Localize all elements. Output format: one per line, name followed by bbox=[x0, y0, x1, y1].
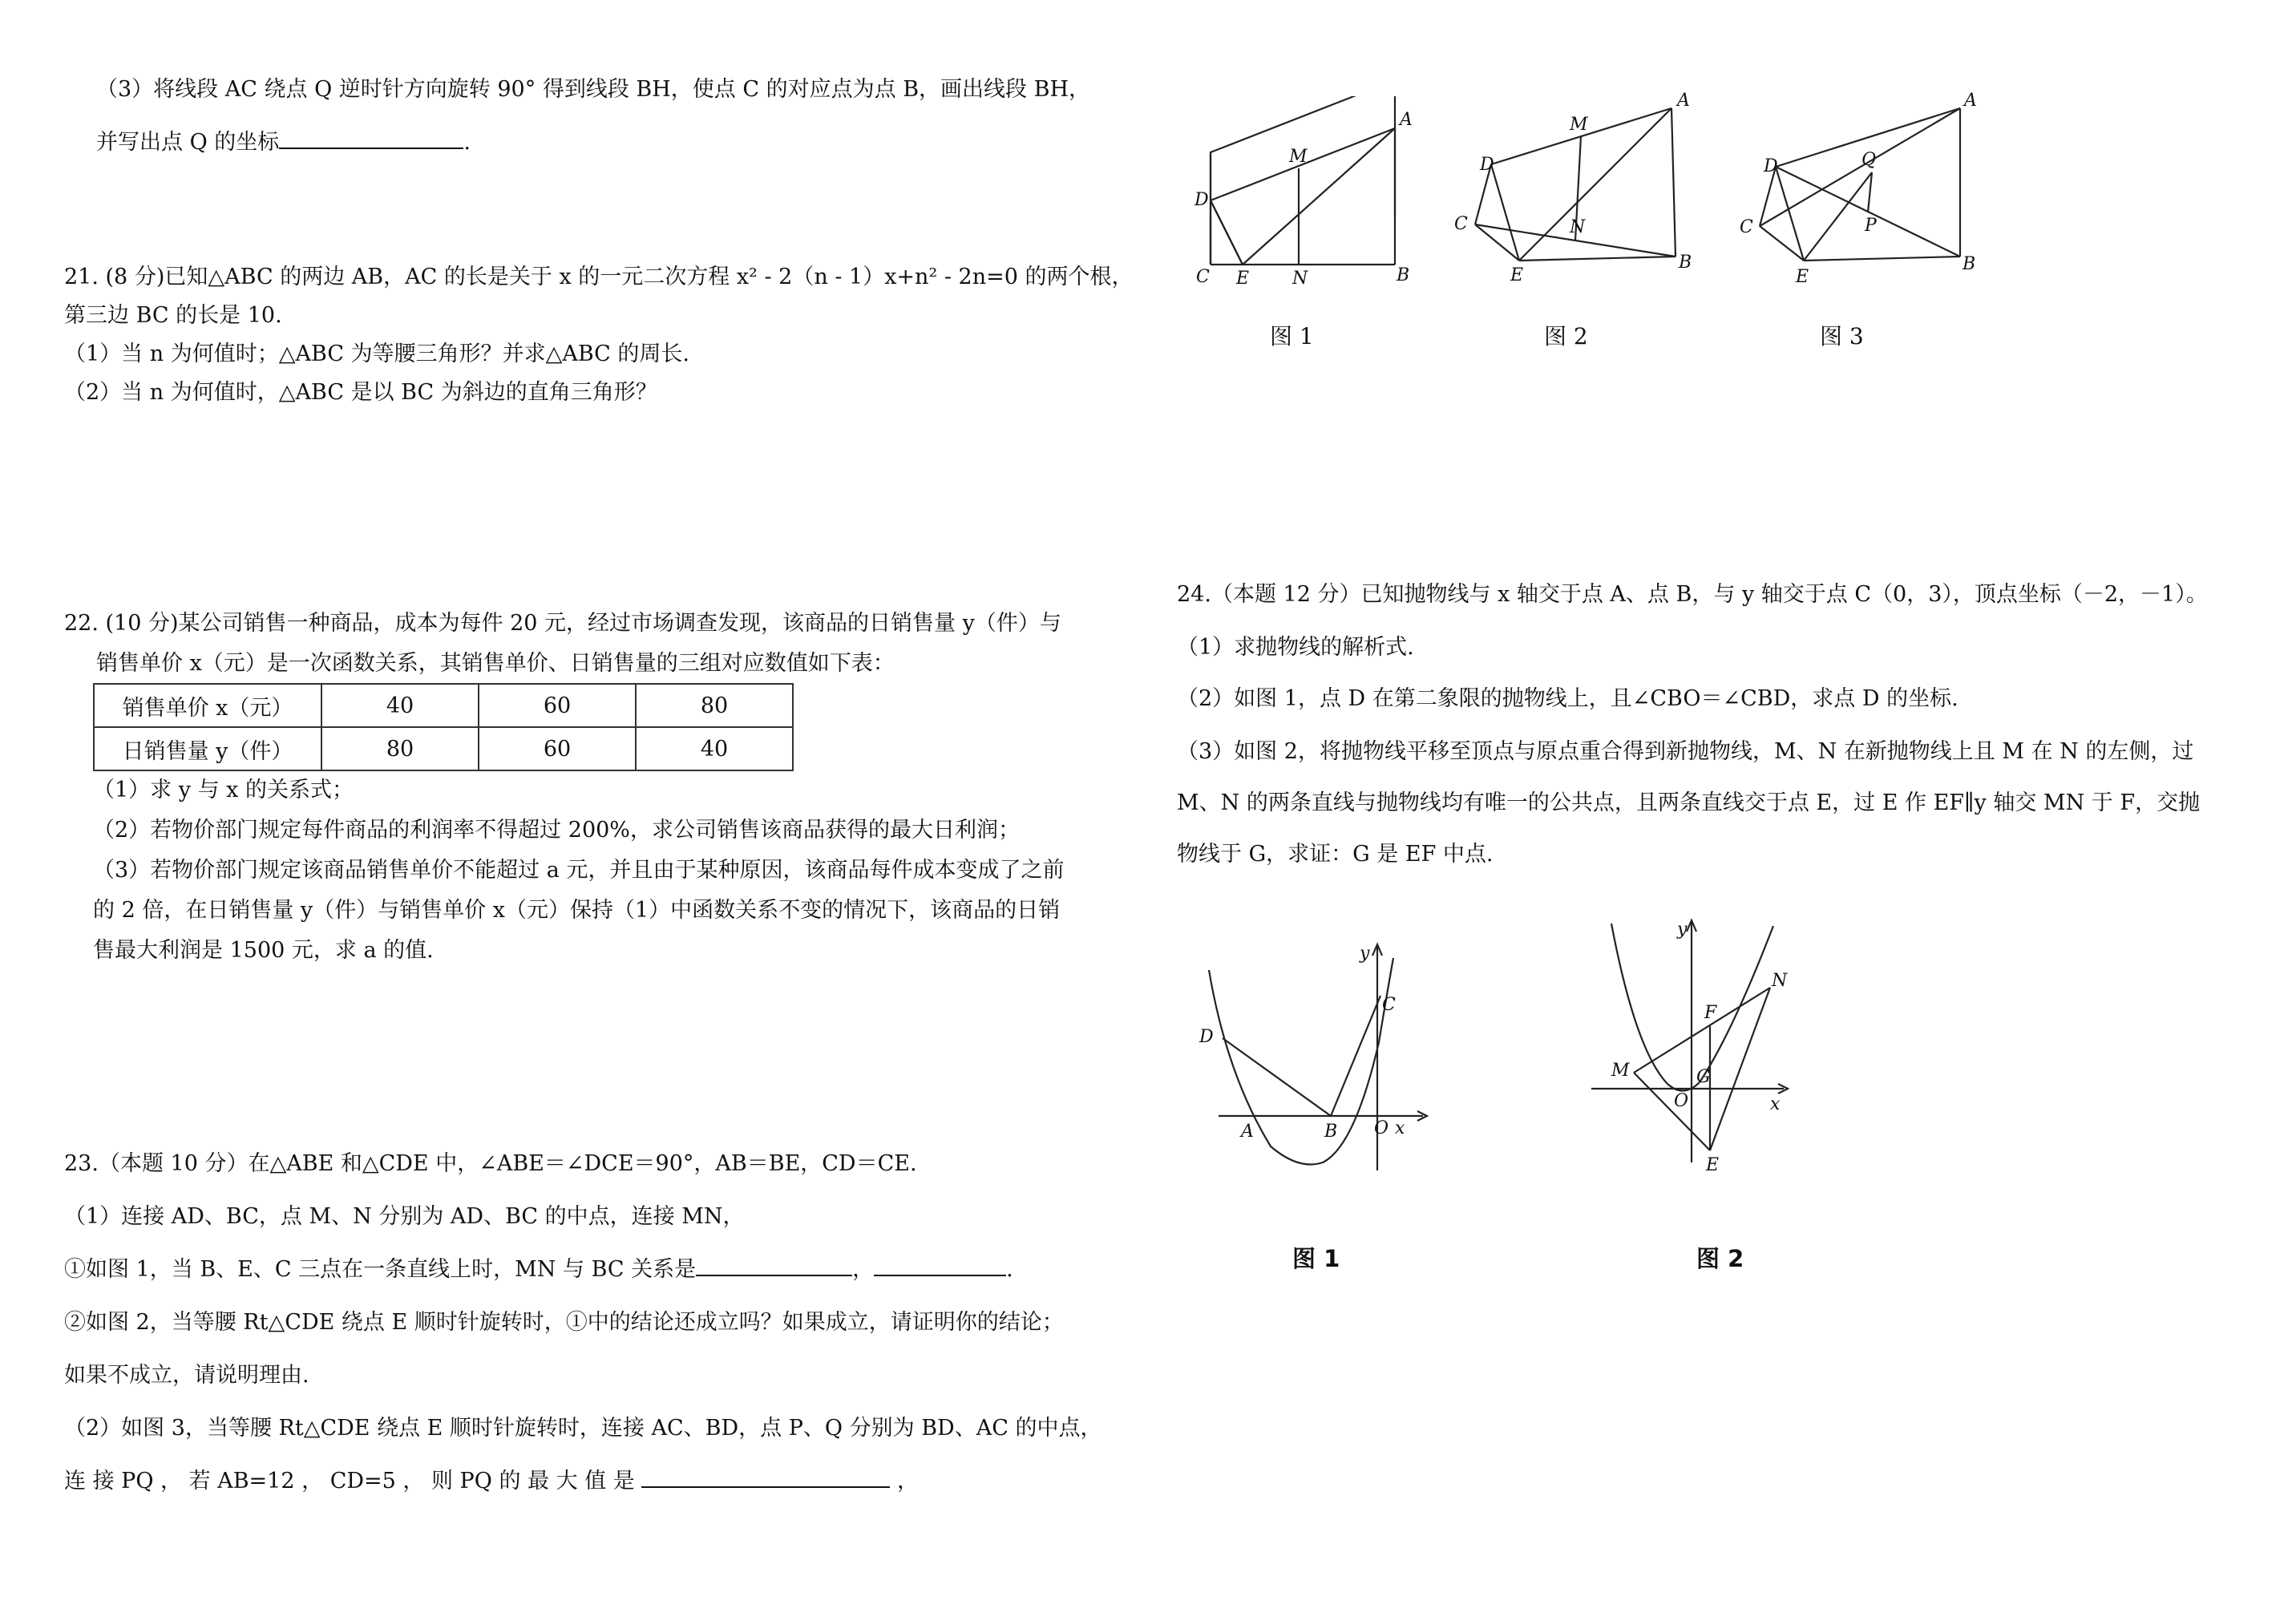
label-m: M bbox=[1289, 147, 1308, 167]
q24-line1: 24.（本题 12 分）已知抛物线与 x 轴交于点 A、点 B，与 y 轴交于点 C（0，3），顶点坐标（－2，－1）。 bbox=[1177, 582, 2208, 607]
label-x: x bbox=[1395, 1118, 1405, 1138]
table-cell: 销售单价 x（元） bbox=[94, 684, 321, 727]
label-y: y bbox=[1677, 920, 1688, 940]
label-y: y bbox=[1360, 944, 1370, 964]
q23-fig2-caption: 图 2 bbox=[1544, 323, 1588, 350]
table-cell: 40 bbox=[321, 684, 479, 727]
q22-part3-line3: 售最大利润是 1500 元，求 a 的值. bbox=[93, 938, 434, 963]
label-n: N bbox=[1292, 269, 1308, 289]
label-b: B bbox=[1397, 265, 1410, 285]
table-cell: 60 bbox=[479, 684, 636, 727]
table-row bbox=[94, 684, 793, 727]
q21-part2: （2）当 n 为何值时，△ABC 是以 BC 为斜边的直角三角形？ bbox=[64, 380, 657, 405]
q24-part1: （1）求抛物线的解析式. bbox=[1177, 635, 1414, 660]
label-a: A bbox=[1400, 110, 1413, 130]
q24-fig2-caption: 图 2 bbox=[1696, 1245, 1744, 1272]
label-m: M bbox=[1570, 115, 1588, 135]
q22-line2: 销售单价 x（元）是一次函数关系，其销售单价、日销售量的三组对应数值如下表： bbox=[96, 651, 895, 676]
label-n: N bbox=[1772, 971, 1788, 991]
label-e: E bbox=[1236, 269, 1250, 289]
q23-fig3-caption: 图 3 bbox=[1820, 323, 1864, 350]
q23-figure-2 bbox=[1451, 88, 1716, 289]
label-f: F bbox=[1704, 1003, 1717, 1023]
answer-blank[interactable] bbox=[641, 1465, 890, 1488]
label-b: B bbox=[1679, 253, 1692, 273]
q20-part3-text: 并写出点 Q 的坐标 bbox=[96, 130, 280, 155]
q21-line2: 第三边 BC 的长是 10. bbox=[64, 303, 282, 328]
label-n: N bbox=[1570, 217, 1586, 237]
label-x: x bbox=[1770, 1094, 1781, 1114]
table-row bbox=[94, 727, 793, 770]
label-c: C bbox=[1196, 267, 1210, 287]
q21-line1: 21. (8 分)已知△ABC 的两边 AB，AC 的长是关于 x 的一元二次方程 x² - 2（n - 1）x+n² - 2n=0 的两个根， bbox=[64, 265, 1134, 289]
label-o: O bbox=[1374, 1118, 1389, 1138]
table-cell: 80 bbox=[321, 727, 479, 770]
q21-part1: （1）当 n 为何值时；△ABC 为等腰三角形？并求△ABC 的周长. bbox=[64, 342, 690, 366]
q22-part2: （2）若物价部门规定每件商品的利润率不得超过 200%，求公司销售该商品获得的最大日利润； bbox=[93, 818, 1020, 843]
label-a: A bbox=[1241, 1122, 1254, 1142]
q23-figure-3 bbox=[1732, 88, 1996, 289]
label-b: B bbox=[1324, 1122, 1338, 1142]
label-d: D bbox=[1764, 156, 1778, 176]
label-g: G bbox=[1696, 1067, 1711, 1087]
q23-sub2-line1: ②如图 2，当等腰 Rt△CDE 绕点 E 顺时针旋转时，①中的结论还成立吗？如果成立，请证明你的结论； bbox=[64, 1310, 1064, 1335]
q23-figure-1 bbox=[1194, 96, 1459, 289]
label-e: E bbox=[1510, 265, 1524, 285]
q24-part2: （2）如图 1，点 D 在第二象限的抛物线上，且∠CBO＝∠CBD，求点 D 的坐标. bbox=[1177, 686, 1958, 711]
q23-part2-line2: 连 接 PQ ， 若 AB=12 ， CD=5 ， 则 PQ 的 最 大 值 是 ， bbox=[64, 1465, 919, 1498]
answer-blank[interactable] bbox=[279, 127, 463, 149]
label-o: O bbox=[1674, 1091, 1689, 1111]
label-c: C bbox=[1382, 995, 1396, 1015]
label-c: C bbox=[1454, 214, 1468, 234]
label-c: C bbox=[1740, 217, 1753, 237]
q24-part3-line3: 物线于 G，求证：G 是 EF 中点. bbox=[1177, 842, 1494, 867]
label-e: E bbox=[1796, 267, 1809, 287]
q24-part3-line1: （3）如图 2，将抛物线平移至顶点与原点重合得到新抛物线，M、N 在新抛物线上且 M 在 N 的左侧，过 bbox=[1177, 739, 2194, 764]
q22-part3-line2: 的 2 倍，在日销售量 y（件）与销售单价 x（元）保持（1）中函数关系不变的情况下，该商品的日销 bbox=[93, 898, 1061, 923]
label-d: D bbox=[1194, 190, 1209, 210]
table-cell: 40 bbox=[636, 727, 793, 770]
label-m: M bbox=[1611, 1061, 1630, 1081]
q24-figure-2 bbox=[1587, 906, 1804, 1178]
q22-line1: 22. (10 分)某公司销售一种商品，成本为每件 20 元，经过市场调查发现，该商品的日销售量 y（件）与 bbox=[64, 611, 1061, 636]
q20-part3-line1: （3）将线段 AC 绕点 Q 逆时针方向旋转 90° 得到线段 BH，使点 C 的对应点为点 B，画出线段 BH， bbox=[96, 77, 1091, 102]
answer-blank[interactable] bbox=[696, 1254, 852, 1276]
label-b: B bbox=[1963, 254, 1976, 274]
q20-part3-line2: 并写出点 Q 的坐标 . bbox=[96, 127, 471, 159]
q23-part1: （1）连接 AD、BC，点 M、N 分别为 AD、BC 的中点，连接 MN， bbox=[64, 1204, 745, 1229]
label-q: Q bbox=[1861, 150, 1877, 170]
q23-line1: 23.（本题 10 分）在△ABE 和△CDE 中，∠ABE＝∠DCE＝90°，AB＝BE，CD＝CE. bbox=[64, 1151, 917, 1176]
label-p: P bbox=[1865, 216, 1877, 236]
label-a: A bbox=[1964, 91, 1977, 111]
q22-part1: （1）求 y 与 x 的关系式； bbox=[93, 778, 354, 802]
q22-part3-line1: （3）若物价部门规定该商品销售单价不能超过 a 元，并且由于某种原因，该商品每件成本变成了之前 bbox=[93, 858, 1065, 883]
label-d: D bbox=[1199, 1027, 1214, 1047]
q23-fig1-caption: 图 1 bbox=[1270, 323, 1314, 350]
label-d: D bbox=[1480, 155, 1494, 175]
table-cell: 日销售量 y（件） bbox=[94, 727, 321, 770]
price-sales-table bbox=[93, 683, 794, 771]
q23-part2-line1: （2）如图 3，当等腰 Rt△CDE 绕点 E 顺时针旋转时，连接 AC、BD，点 P、Q 分别为 BD、AC 的中点， bbox=[64, 1416, 1102, 1441]
q23-sub1: ①如图 1，当 B、E、C 三点在一条直线上时，MN 与 BC 关系是 ， . bbox=[64, 1254, 1013, 1286]
q23-sub2-line2: 如果不成立，请说明理由. bbox=[64, 1363, 309, 1388]
q24-part3-line2: M、N 的两条直线与抛物线均有唯一的公共点，且两条直线交于点 E，过 E 作 EF∥y 轴交 MN 于 F，交抛 bbox=[1177, 790, 2201, 815]
label-a: A bbox=[1677, 91, 1690, 111]
table-cell: 60 bbox=[479, 727, 636, 770]
label-e: E bbox=[1706, 1155, 1720, 1175]
q24-figure-1 bbox=[1194, 930, 1435, 1186]
table-cell: 80 bbox=[636, 684, 793, 727]
q24-fig1-caption: 图 1 bbox=[1292, 1245, 1340, 1272]
answer-blank[interactable] bbox=[874, 1254, 1006, 1276]
